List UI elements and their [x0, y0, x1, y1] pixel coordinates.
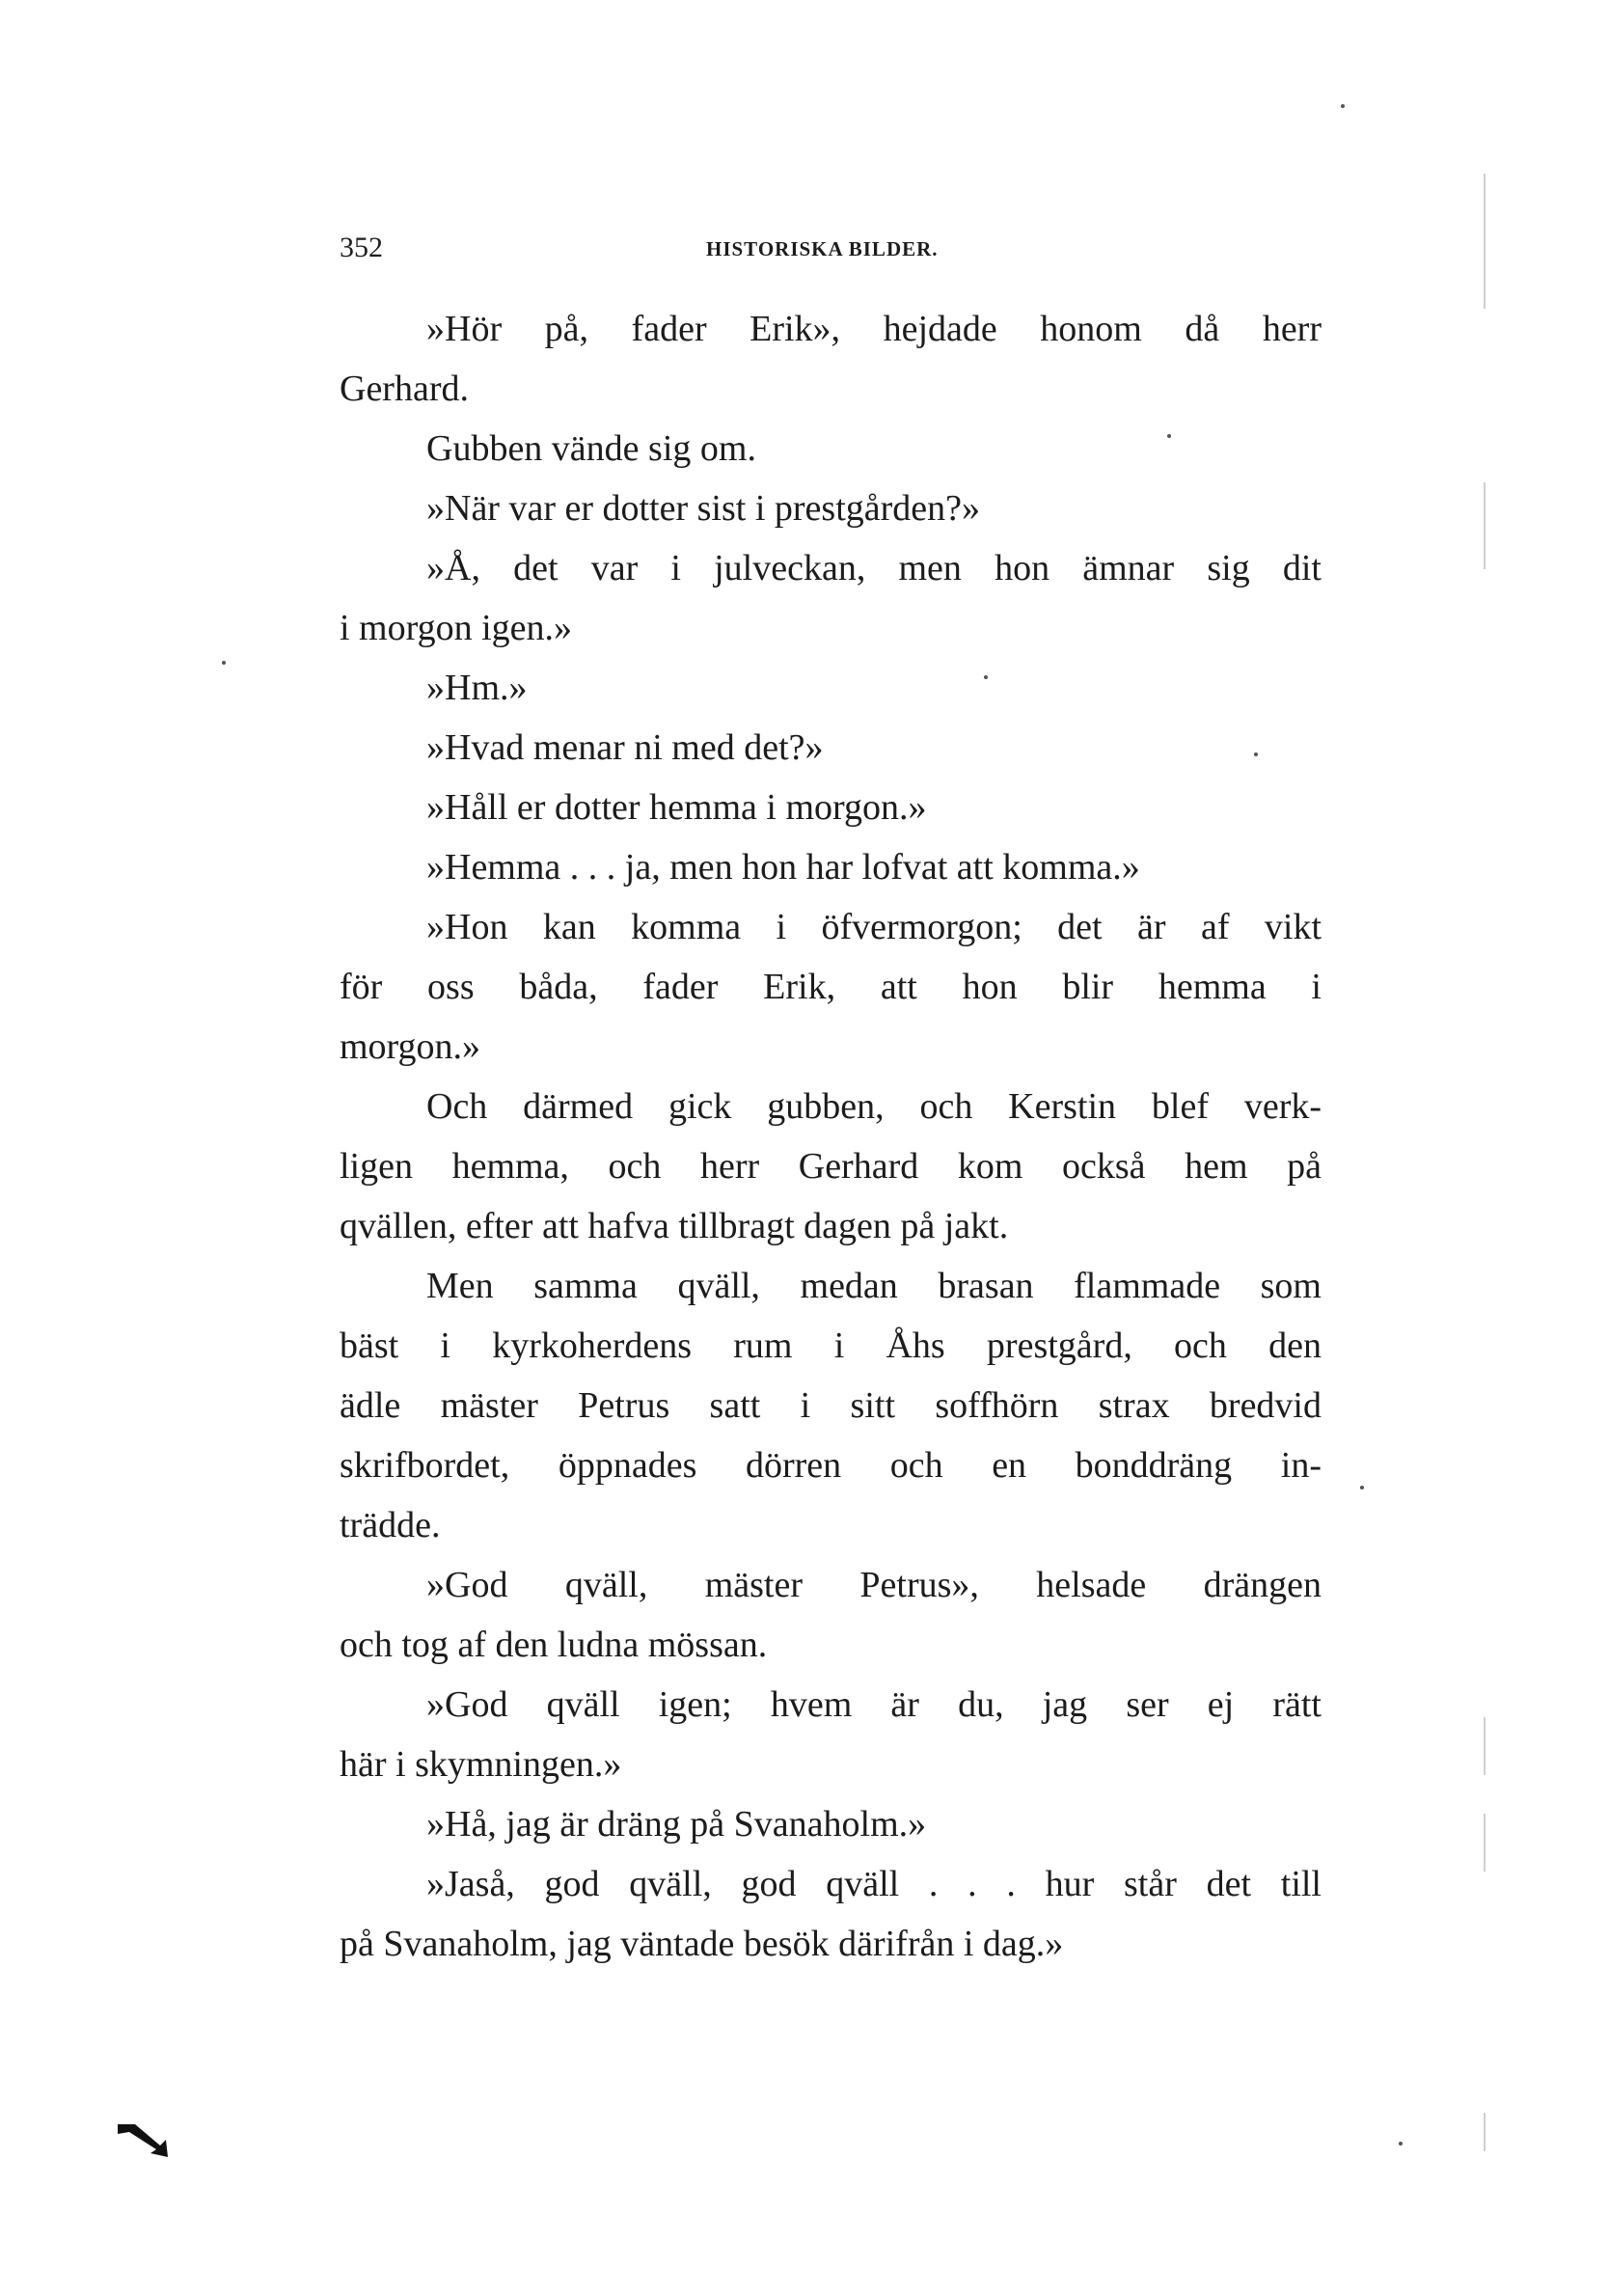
scan-edge-line: [1484, 1717, 1485, 1775]
text-line: och tog af den ludna mössan.: [340, 1625, 768, 1665]
text-line: »Hvad menar ni med det?»: [426, 727, 824, 768]
text-line: qvällen, efter att hafva tillbragt dagen på jakt.: [340, 1206, 1009, 1246]
text-line: »Håll er dotter hemma i morgon.»: [426, 787, 927, 828]
text-line: ligen hemma, och herr Gerhard kom också hem på: [340, 1146, 1322, 1187]
text-line: här i skymningen.»: [340, 1744, 622, 1785]
text-line: trädde.: [340, 1505, 441, 1545]
scan-edge-line: [1484, 174, 1485, 309]
scan-edge-line: [1484, 1814, 1485, 1872]
corner-arrow-mark: [116, 2122, 174, 2161]
text-line: ädle mäster Petrus satt i sitt soffhörn strax bredvid: [340, 1385, 1322, 1426]
scan-speck: [1167, 434, 1171, 438]
text-line: i morgon igen.»: [340, 608, 573, 648]
text-line: »God qväll igen; hvem är du, jag ser ej rätt: [426, 1684, 1322, 1725]
scan-speck: [1360, 1486, 1364, 1490]
page-number: 352: [340, 232, 383, 263]
scan-edge-line: [1484, 482, 1485, 569]
text-line: »Jaså, god qväll, god qväll . . . hur står det till: [426, 1864, 1322, 1904]
text-line: för oss båda, fader Erik, att hon blir hemma i: [340, 967, 1322, 1007]
scan-speck: [1254, 752, 1258, 756]
text-line: »Hm.»: [426, 668, 528, 708]
scan-speck: [1341, 104, 1345, 108]
scan-speck: [1399, 2142, 1403, 2146]
text-line: skrifbordet, öppnades dörren och en bonddräng in-: [340, 1445, 1322, 1486]
text-line: »Hon kan komma i öfvermorgon; det är af vikt: [426, 907, 1322, 947]
text-line: »Å, det var i julveckan, men hon ämnar sig dit: [426, 548, 1322, 588]
running-head: HISTORISKA BILDER.: [706, 237, 939, 260]
scan-edge-line: [1484, 2113, 1485, 2151]
text-line: morgon.»: [340, 1026, 481, 1067]
text-line: »Hemma . . . ja, men hon har lofvat att komma.»: [426, 847, 1140, 888]
text-line: »Hå, jag är dräng på Svanaholm.»: [426, 1804, 927, 1845]
body-text: [340, 299, 1322, 1974]
text-line: på Svanaholm, jag väntade besök därifrån i dag.»: [340, 1924, 1064, 1964]
text-line: »God qväll, mäster Petrus», helsade drängen: [426, 1565, 1322, 1605]
text-line: »Hör på, fader Erik», hejdade honom då herr: [426, 309, 1322, 349]
page-header: [340, 232, 1314, 270]
text-line: Och därmed gick gubben, och Kerstin blef verk-: [426, 1086, 1322, 1127]
text-line: Men samma qväll, medan brasan flammade som: [426, 1266, 1322, 1306]
text-line: bäst i kyrkoherdens rum i Åhs prestgård, och den: [340, 1326, 1322, 1366]
scan-speck: [984, 675, 988, 679]
text-line: Gerhard.: [340, 369, 469, 409]
text-line: »När var er dotter sist i prestgården?»: [426, 488, 981, 529]
text-line: Gubben vände sig om.: [426, 428, 756, 469]
scan-speck: [222, 661, 226, 665]
